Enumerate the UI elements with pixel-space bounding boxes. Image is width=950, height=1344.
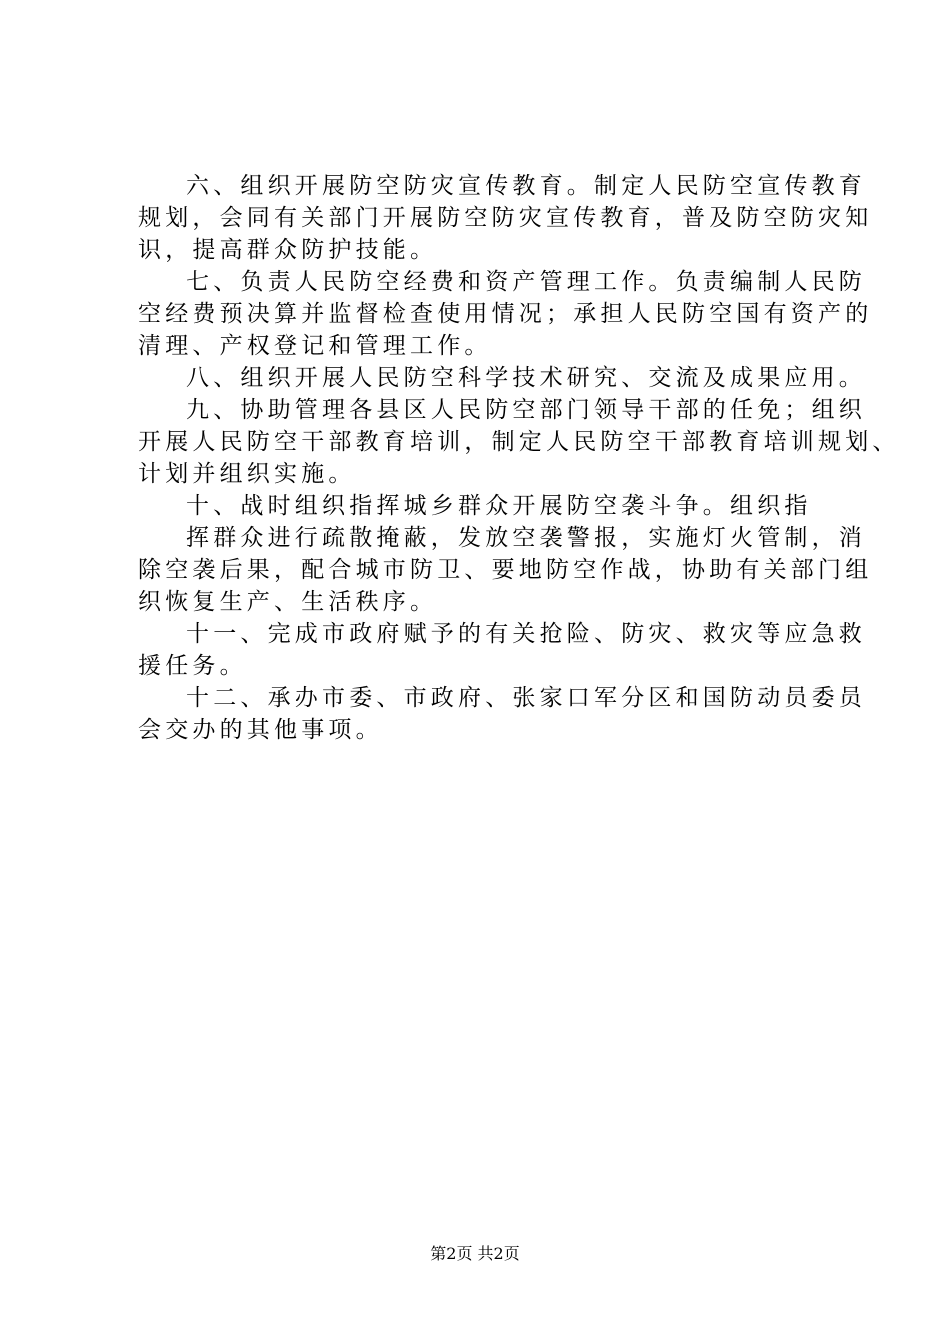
text-line: 织恢复生产、生活秩序。: [138, 589, 438, 615]
text-line: 八、组织开展人民防空科学技术研究、交流及成果应用。: [186, 365, 866, 391]
text-line: 七、负责人民防空经费和资产管理工作。负责编制人民防: [186, 269, 866, 295]
text-line: 识，提高群众防护技能。: [138, 237, 438, 263]
page-number-footer: 第2页 共2页: [430, 1244, 520, 1263]
text-line: 十一、完成市政府赋予的有关抢险、防灾、救灾等应急救: [186, 621, 866, 647]
text-line: 除空袭后果，配合城市防卫、要地防空作战，协助有关部门组: [138, 557, 873, 583]
document-body: [138, 170, 900, 746]
text-line: 空经费预决算并监督检查使用情况；承担人民防空国有资产的: [138, 301, 873, 327]
text-line: 规划，会同有关部门开展防空防灾宣传教育，普及防空防灾知: [138, 205, 873, 231]
text-line: 援任务。: [138, 653, 247, 679]
text-line: 十二、承办市委、市政府、张家口军分区和国防动员委员: [186, 685, 866, 711]
text-line: 会交办的其他事项。: [138, 717, 383, 743]
text-line: 九、协助管理各县区人民防空部门领导干部的任免；组织: [186, 397, 866, 423]
text-line: 计划并组织实施。: [138, 461, 356, 487]
text-line: 清理、产权登记和管理工作。: [138, 333, 492, 359]
text-line: 开展人民防空干部教育培训，制定人民防空干部教育培训规划、: [138, 429, 900, 455]
text-line: 六、组织开展防空防灾宣传教育。制定人民防空宣传教育: [186, 173, 866, 199]
text-line: 十、战时组织指挥城乡群众开展防空袭斗争。组织指: [186, 493, 812, 519]
text-line: 挥群众进行疏散掩蔽，发放空袭警报，实施灯火管制，消: [186, 525, 866, 551]
